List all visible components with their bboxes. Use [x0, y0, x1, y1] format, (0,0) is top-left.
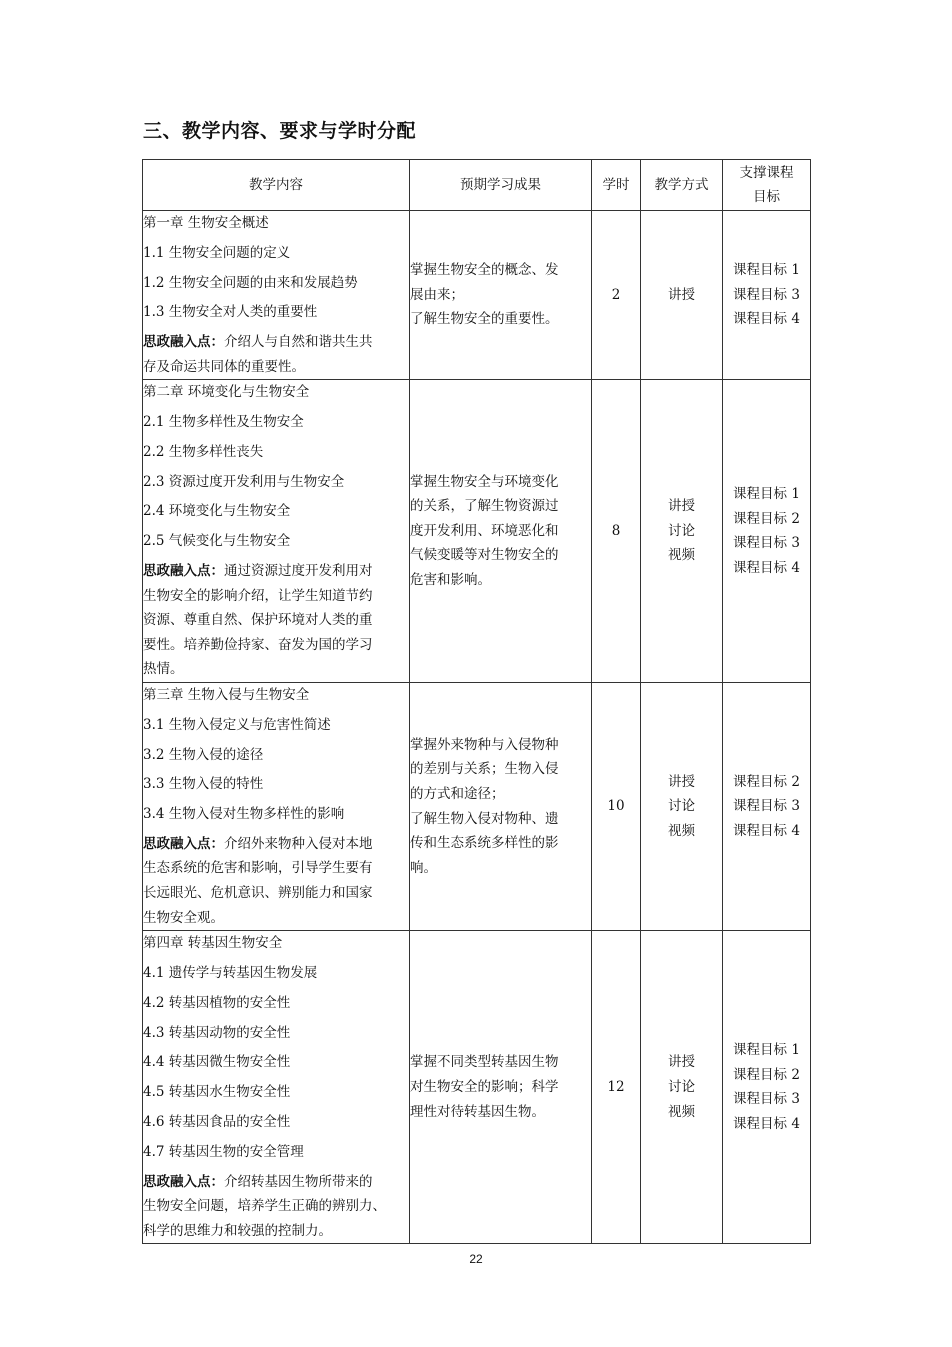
method-item: 视频	[668, 547, 695, 564]
objective-cell	[723, 211, 811, 380]
content-cell	[143, 380, 410, 683]
method-item: 讲授	[668, 286, 695, 303]
ideology-text: 介绍转基因生物所带来的	[224, 1173, 373, 1190]
method-item: 讨论	[668, 522, 695, 539]
section-item: 3.3 生物入侵的特性	[143, 776, 264, 793]
outcome-line: 危害和影响。	[410, 572, 491, 589]
ideology-label: 思政融入点：	[143, 334, 224, 351]
section-title: 三、教学内容、要求与学时分配	[143, 120, 417, 142]
hours-cell: 10	[592, 682, 641, 930]
header-content: 教学内容	[143, 160, 410, 211]
content-cell	[143, 211, 410, 380]
section-item: 1.1 生物安全问题的定义	[143, 244, 291, 261]
method-item: 讨论	[668, 1078, 695, 1095]
outcome-cell	[410, 380, 592, 683]
section-item: 4.3 转基因动物的安全性	[143, 1024, 291, 1041]
table-row	[143, 380, 811, 683]
objective-item: 课程目标 3	[733, 798, 800, 815]
section-item: 3.2 生物入侵的途径	[143, 746, 264, 763]
outcome-line: 响。	[410, 859, 437, 876]
section-item: 4.5 转基因水生物安全性	[143, 1084, 291, 1101]
ideology-note	[143, 330, 409, 355]
chapter-title: 第三章 生物入侵与生物安全	[143, 686, 310, 703]
objective-cell	[723, 682, 811, 930]
ideology-text: 生物安全观。	[143, 909, 224, 926]
objective-item: 课程目标 1	[733, 1042, 800, 1059]
objective-item: 课程目标 3	[733, 535, 800, 552]
method-item: 讲授	[668, 1054, 695, 1071]
section-item: 1.2 生物安全问题的由来和发展趋势	[143, 274, 358, 291]
outcome-line: 了解生物入侵对物种、遗	[410, 810, 559, 827]
method-item: 视频	[668, 1103, 695, 1120]
method-cell	[641, 211, 723, 380]
outcome-line: 对生物安全的影响；科学	[410, 1078, 559, 1095]
method-item: 视频	[668, 822, 695, 839]
outcome-line: 理性对待转基因生物。	[410, 1103, 545, 1120]
outcome-cell	[410, 682, 592, 930]
section-item: 4.6 转基因食品的安全性	[143, 1113, 291, 1130]
section-item: 2.2 生物多样性丧失	[143, 443, 264, 460]
ideology-text: 资源、尊重自然、保护环境对人类的重	[143, 612, 373, 629]
outcome-line: 掌握生物安全与环境变化	[410, 473, 559, 490]
outcome-cell	[410, 211, 592, 380]
header-outcome: 预期学习成果	[410, 160, 592, 211]
content-cell	[143, 682, 410, 930]
objective-item: 课程目标 3	[733, 1091, 800, 1108]
hours-cell: 2	[592, 211, 641, 380]
method-item: 讨论	[668, 798, 695, 815]
table-header-row	[143, 160, 811, 211]
ideology-text: 通过资源过度开发利用对	[224, 563, 373, 579]
outcome-line: 掌握生物安全的概念、发	[410, 262, 559, 279]
section-item: 2.3 资源过度开发利用与生物安全	[143, 473, 345, 490]
ideology-note	[143, 559, 409, 584]
hours-cell: 12	[592, 931, 641, 1244]
section-item: 3.4 生物入侵对生物多样性的影响	[143, 806, 345, 823]
ideology-text: 生物安全的影响介绍，让学生知道节约	[143, 587, 373, 604]
objective-cell	[723, 931, 811, 1244]
objective-item: 课程目标 2	[733, 510, 800, 527]
ideology-text: 介绍人与自然和谐共生共	[224, 334, 373, 351]
ideology-text: 生物安全问题，培养学生正确的辨别力、	[143, 1198, 386, 1215]
ideology-note	[143, 1170, 409, 1195]
chapter-title: 第二章 环境变化与生物安全	[143, 384, 310, 401]
ideology-text: 存及命运共同体的重要性。	[143, 358, 305, 375]
objective-item: 课程目标 2	[733, 1066, 800, 1083]
section-item: 2.4 环境变化与生物安全	[143, 503, 291, 520]
ideology-note	[143, 832, 409, 857]
section-item: 4.1 遗传学与转基因生物发展	[143, 965, 318, 982]
ideology-text: 热情。	[143, 661, 184, 678]
header-hours: 学时	[592, 160, 641, 211]
outcome-line: 的方式和途径；	[410, 786, 505, 803]
outcome-line: 掌握不同类型转基因生物	[410, 1054, 559, 1071]
ideology-label: 思政融入点：	[143, 835, 224, 852]
objective-item: 课程目标 4	[733, 1115, 800, 1132]
table-row	[143, 931, 811, 1244]
chapter-title: 第一章 生物安全概述	[143, 215, 269, 231]
objective-cell	[723, 380, 811, 683]
ideology-text: 介绍外来物种入侵对本地	[224, 835, 373, 852]
content-cell	[143, 931, 410, 1244]
objective-item: 课程目标 1	[733, 262, 800, 279]
ideology-label: 思政融入点：	[143, 563, 224, 579]
outcome-line: 气候变暖等对生物安全的	[410, 547, 559, 564]
hours-cell: 8	[592, 380, 641, 683]
outcome-line: 度开发利用、环境恶化和	[410, 522, 559, 539]
method-item: 讲授	[668, 773, 695, 790]
method-item: 讲授	[668, 498, 695, 515]
outcome-line: 掌握外来物种与入侵物种	[410, 736, 559, 753]
ideology-text: 长远眼光、危机意识、辨别能力和国家	[143, 885, 373, 902]
objective-item: 课程目标 4	[733, 311, 800, 328]
table-row	[143, 211, 811, 380]
table-row	[143, 682, 811, 930]
header-objective-line: 目标	[753, 189, 780, 205]
page-number: 22	[469, 1252, 483, 1266]
section-item: 4.2 转基因植物的安全性	[143, 994, 291, 1011]
header-objective-line: 支撑课程	[739, 165, 794, 181]
objective-item: 课程目标 1	[733, 485, 800, 502]
section-item: 2.1 生物多样性及生物安全	[143, 414, 304, 431]
section-item: 4.4 转基因微生物安全性	[143, 1054, 291, 1071]
outcome-line: 传和生态系统多样性的影	[410, 835, 559, 852]
section-item: 3.1 生物入侵定义与危害性简述	[143, 716, 331, 733]
outcome-cell	[410, 931, 592, 1244]
ideology-text: 科学的思维力和较强的控制力。	[143, 1222, 332, 1239]
method-cell	[641, 931, 723, 1244]
section-item: 1.3 生物安全对人类的重要性	[143, 304, 318, 321]
chapter-title: 第四章 转基因生物安全	[143, 935, 283, 952]
method-cell	[641, 682, 723, 930]
header-objective	[723, 160, 811, 211]
objective-item: 课程目标 4	[733, 559, 800, 576]
method-cell	[641, 380, 723, 683]
objective-item: 课程目标 4	[733, 822, 800, 839]
outcome-line: 了解生物安全的重要性。	[410, 311, 559, 328]
header-method: 教学方式	[641, 160, 723, 211]
objective-item: 课程目标 3	[733, 286, 800, 303]
objective-item: 课程目标 2	[733, 773, 800, 790]
ideology-label: 思政融入点：	[143, 1173, 224, 1190]
section-item: 4.7 转基因生物的安全管理	[143, 1143, 304, 1160]
outcome-line: 的差别与关系；生物入侵	[410, 761, 559, 778]
outcome-line: 的关系，了解生物资源过	[410, 498, 559, 515]
teaching-plan-table	[142, 159, 811, 1244]
ideology-text: 要性。培养勤俭持家、奋发为国的学习	[143, 636, 373, 653]
ideology-text: 生态系统的危害和影响，引导学生要有	[143, 860, 373, 877]
outcome-line: 展由来；	[410, 286, 464, 303]
section-item: 2.5 气候变化与生物安全	[143, 533, 291, 550]
